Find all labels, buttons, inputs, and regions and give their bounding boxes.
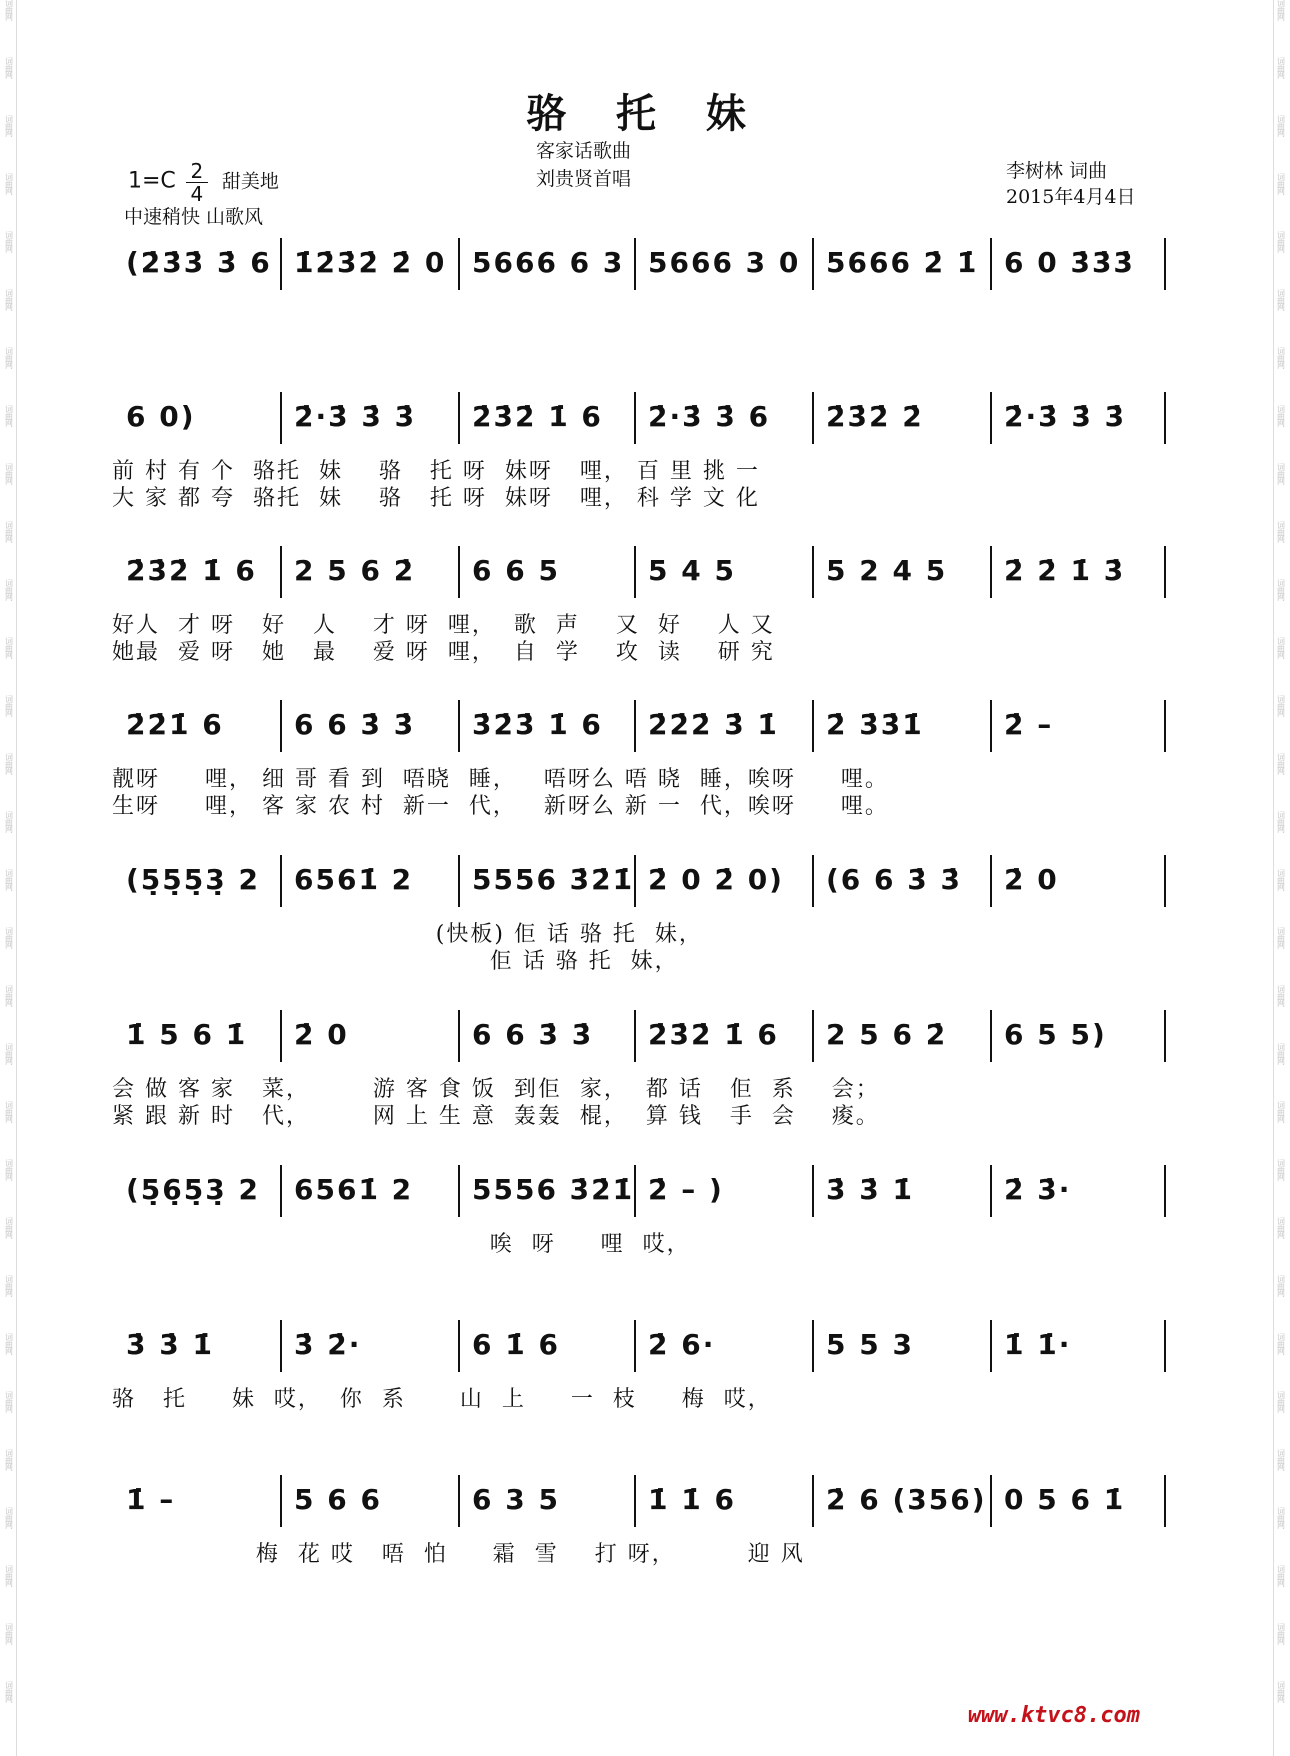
margin-mark: 词 曲 网: [1277, 1217, 1285, 1240]
margin-mark: 词 曲 网: [1277, 1681, 1285, 1704]
key-signature-block: [128, 160, 279, 205]
margin-mark: 词 曲 网: [5, 811, 13, 834]
measure: 5556 3̇2̇1̇: [472, 1173, 635, 1206]
margin-mark: 词 曲 网: [1277, 0, 1285, 22]
measure: 3̇2̇3̇ 1̇ 6: [472, 708, 603, 741]
expression-mark: 甜美地: [221, 170, 279, 193]
measure: 6561̇ 2: [294, 863, 414, 896]
margin-mark: 词 曲 网: [1277, 927, 1285, 950]
notation-system: [112, 700, 1178, 819]
measure: 2̇ 2̇ 1̇ 3̇: [1004, 554, 1126, 587]
measure: 0 5 6 1̇: [1004, 1483, 1126, 1516]
barline: [1164, 238, 1166, 290]
notation-row: [118, 546, 1178, 598]
barline: [634, 546, 636, 598]
measure: 6 3 5: [472, 1483, 560, 1516]
measure: 6 0 3̇3̇3̇: [1004, 246, 1135, 279]
barline: [1164, 1165, 1166, 1217]
margin-mark: 词 曲 网: [5, 637, 13, 660]
barline: [280, 700, 282, 752]
margin-mark: 词 曲 网: [5, 1333, 13, 1356]
margin-mark: 词 曲 网: [1277, 1623, 1285, 1646]
barline: [1164, 546, 1166, 598]
notation-row: [118, 1165, 1178, 1217]
margin-mark: 词 曲 网: [5, 57, 13, 80]
measure: 1̇2̇3̇2̇ 2̇ 0: [294, 246, 447, 279]
measure: 2̇ 0 2̇ 0): [648, 863, 784, 896]
margin-mark: 词 曲 网: [1277, 1449, 1285, 1472]
margin-mark: 词 曲 网: [5, 579, 13, 602]
notation-row: [118, 1320, 1178, 1372]
margin-mark: 词 曲 网: [1277, 231, 1285, 254]
barline: [458, 1010, 460, 1062]
margin-mark: 词 曲 网: [5, 347, 13, 370]
barline: [634, 392, 636, 444]
lyric-line: 会 做 客 家 菜， 游 客 食 饭 到佢 家， 都 话 佢 系 会；: [112, 1077, 880, 1102]
barline: [280, 1010, 282, 1062]
measure: (5̣5̣5̣3̣ 2: [126, 863, 260, 896]
barline: [1164, 700, 1166, 752]
barline: [458, 238, 460, 290]
measure: 5 4 5: [648, 554, 736, 587]
barline: [812, 392, 814, 444]
notation-system: [112, 1165, 1178, 1257]
notation-system: [112, 392, 1178, 511]
barline: [812, 1165, 814, 1217]
measure: 2̇·3̇ 3̇ 3̇: [294, 400, 417, 433]
lyric-line: 佢 话 骆 托 妹，: [112, 949, 679, 974]
composition-date: 2015年4月4日: [1006, 186, 1136, 208]
notation-system: [112, 1320, 1178, 1412]
margin-mark: 词 曲 网: [5, 231, 13, 254]
barline: [1164, 855, 1166, 907]
barline: [1164, 1320, 1166, 1372]
margin-mark: 词 曲 网: [5, 173, 13, 196]
time-bottom: 4: [190, 182, 204, 206]
lyric-line: 前 村 有 个 骆托 妹 骆 托 呀 妹呀 哩， 百 里 挑 一: [112, 459, 760, 484]
measure: 5666 6 3: [472, 246, 625, 279]
barline: [280, 546, 282, 598]
measure: 2̇ 6 (356): [826, 1483, 987, 1516]
measure: 5 6 6: [294, 1483, 382, 1516]
measure: (6 6 3̇ 3̇: [826, 863, 962, 896]
barline: [634, 700, 636, 752]
lyric-line: 梅 花 哎 唔 怕 霜 雪 打 呀， 迎 风: [112, 1542, 805, 1567]
barline: [458, 1475, 460, 1527]
lyric-line: 她最 爱 呀 她 最 爱 呀 哩， 自 学 攻 读 研 究: [112, 640, 775, 665]
measure: 2̇ 0: [1004, 863, 1059, 896]
margin-mark: 词 曲 网: [5, 753, 13, 776]
measure: 2̇3̇2̇ 1̇ 6: [472, 400, 603, 433]
barline: [812, 1010, 814, 1062]
margin-mark: 词 曲 网: [5, 115, 13, 138]
margin-mark: 词 曲 网: [5, 1043, 13, 1066]
barline: [280, 1165, 282, 1217]
measure: 2̇ 0: [294, 1018, 349, 1051]
margin-mark: 词 曲 网: [1277, 1101, 1285, 1124]
measure: (5̣6̣5̣3̣ 2: [126, 1173, 260, 1206]
margin-mark: 词 曲 网: [5, 521, 13, 544]
margin-mark: 词 曲 网: [5, 1159, 13, 1182]
barline: [1164, 392, 1166, 444]
barline: [458, 700, 460, 752]
measure: 2 5 6 2̇: [294, 554, 416, 587]
barline: [280, 392, 282, 444]
lyric-line: 好人 才 呀 好 人 才 呀 哩， 歌 声 又 好 人 又: [112, 613, 775, 638]
notation-row: [118, 1010, 1178, 1062]
notation-row: [118, 392, 1178, 444]
measure: 1̇ 5 6 1̇: [126, 1018, 248, 1051]
barline: [990, 1475, 992, 1527]
barline: [280, 1320, 282, 1372]
margin-mark: 词 曲 网: [1277, 1159, 1285, 1182]
margin-mark: 词 曲 网: [5, 405, 13, 428]
margin-mark: 词 曲 网: [5, 289, 13, 312]
margin-mark: 词 曲 网: [5, 1275, 13, 1298]
time-top: 2: [190, 159, 204, 183]
measure: 2̇3̇2̇ 1̇ 6: [648, 1018, 779, 1051]
notation-row: [118, 700, 1178, 752]
lyric-line: 骆 托 妹 哎， 你 系 山 上 一 枝 梅 哎，: [112, 1387, 772, 1412]
margin-mark: 词 曲 网: [1277, 115, 1285, 138]
measure: 6561̇ 2: [294, 1173, 414, 1206]
notation-row: [118, 855, 1178, 907]
margin-mark: 词 曲 网: [5, 1391, 13, 1414]
notation-row: [118, 1475, 1178, 1527]
margin-mark: 词 曲 网: [1277, 637, 1285, 660]
margin-mark: 词 曲 网: [5, 1449, 13, 1472]
lyric-line: 靓呀 哩， 细 哥 看 到 唔晓 睡， 唔呀么 唔 晓 睡，唉呀 哩。: [112, 767, 889, 792]
lyric-line: 紧 跟 新 时 代， 网 上 生 意 轰轰 棍， 算 钱 手 会 痠。: [112, 1104, 880, 1129]
notation-system: [118, 238, 1178, 290]
notation-system: [112, 1475, 1178, 1567]
barline: [812, 546, 814, 598]
measure: 6 1̇ 6: [472, 1328, 560, 1361]
barline: [990, 1010, 992, 1062]
margin-mark: 词 曲 网: [5, 463, 13, 486]
barline: [812, 700, 814, 752]
margin-mark: 词 曲 网: [5, 1565, 13, 1588]
measure: 3̇ 3̇ 1̇: [126, 1328, 214, 1361]
margin-mark: 词 曲 网: [5, 695, 13, 718]
margin-mark: 词 曲 网: [1277, 985, 1285, 1008]
measure: 6 0): [126, 400, 196, 433]
barline: [1164, 1475, 1166, 1527]
key-signature: 1=C: [128, 168, 176, 194]
barline: [458, 392, 460, 444]
measure: 2̇ 3̇3̇1̇: [826, 708, 924, 741]
measure: 2̇2̇2̇ 3̇ 1̇: [648, 708, 779, 741]
lyric-line: 唉 呀 哩 哎，: [112, 1232, 691, 1257]
left-margin-strip: [2, 0, 17, 1756]
margin-mark: 词 曲 网: [1277, 579, 1285, 602]
time-signature: [186, 160, 208, 205]
measure: 2 5 6 2̇: [826, 1018, 948, 1051]
margin-mark: 词 曲 网: [5, 869, 13, 892]
barline: [990, 1320, 992, 1372]
right-margin-strip: [1273, 0, 1288, 1756]
barline: [812, 855, 814, 907]
barline: [634, 1010, 636, 1062]
margin-mark: 词 曲 网: [1277, 521, 1285, 544]
song-title: 骆 托 妹: [526, 90, 764, 137]
measure: 6 6 5: [472, 554, 560, 587]
margin-mark: 词 曲 网: [1277, 695, 1285, 718]
margin-mark: 词 曲 网: [1277, 1507, 1285, 1530]
barline: [458, 855, 460, 907]
measure: 2̇ –: [1004, 708, 1054, 741]
barline: [990, 546, 992, 598]
measure: 2̇ 3̇·: [1004, 1173, 1072, 1206]
margin-mark: 词 曲 网: [5, 985, 13, 1008]
margin-mark: 词 曲 网: [1277, 869, 1285, 892]
measure: 1̇ –: [126, 1483, 176, 1516]
margin-mark: 词 曲 网: [1277, 811, 1285, 834]
measure: 2̇·3̇ 3̇ 6: [648, 400, 771, 433]
measure: 2̇ 6·: [648, 1328, 716, 1361]
barline: [458, 1320, 460, 1372]
measure: 1̇ 1̇·: [1004, 1328, 1072, 1361]
lyric-line: 生呀 哩， 客 家 农 村 新一 代， 新呀么 新 一 代，唉呀 哩。: [112, 794, 889, 819]
measure: 5666 3 0: [648, 246, 801, 279]
measure: 5 5 3: [826, 1328, 914, 1361]
margin-mark: 词 曲 网: [1277, 1565, 1285, 1588]
measure: 2̇·3̇ 3̇ 3̇: [1004, 400, 1127, 433]
barline: [280, 1475, 282, 1527]
performer: 刘贵贤首唱: [536, 168, 632, 190]
margin-mark: 词 曲 网: [5, 1507, 13, 1530]
margin-mark: 词 曲 网: [5, 1623, 13, 1646]
margin-mark: 词 曲 网: [5, 1101, 13, 1124]
barline: [280, 855, 282, 907]
margin-mark: 词 曲 网: [1277, 1043, 1285, 1066]
barline: [812, 1320, 814, 1372]
margin-mark: 词 曲 网: [5, 927, 13, 950]
margin-mark: 词 曲 网: [1277, 1333, 1285, 1356]
barline: [990, 392, 992, 444]
measure: 6 5 5): [1004, 1018, 1107, 1051]
measure: 6 6 3̇ 3̇: [294, 708, 416, 741]
margin-mark: 词 曲 网: [1277, 1275, 1285, 1298]
measure: 5 2 4 5: [826, 554, 948, 587]
song-genre: 客家话歌曲: [536, 140, 632, 162]
barline: [280, 238, 282, 290]
margin-mark: 词 曲 网: [1277, 405, 1285, 428]
barline: [990, 855, 992, 907]
lyric-line: (快板) 佢 话 骆 托 妹，: [112, 922, 703, 947]
lyric-line: 大 家 都 夸 骆托 妹 骆 托 呀 妹呀 哩， 科 学 文 化: [112, 486, 760, 511]
margin-mark: 词 曲 网: [1277, 463, 1285, 486]
measure: 3̇ 2̇·: [294, 1328, 362, 1361]
margin-mark: 词 曲 网: [1277, 1391, 1285, 1414]
measure: 2̇3̇2̇ 1̇ 6: [126, 554, 257, 587]
barline: [812, 238, 814, 290]
margin-mark: 词 曲 网: [1277, 57, 1285, 80]
measure: 3̇ 3̇ 1̇: [826, 1173, 914, 1206]
barline: [634, 238, 636, 290]
margin-mark: 词 曲 网: [1277, 173, 1285, 196]
barline: [990, 238, 992, 290]
measure: 2̇2̇1̇ 6: [126, 708, 224, 741]
margin-mark: 词 曲 网: [1277, 753, 1285, 776]
measure: 5556 3̇2̇1̇: [472, 863, 635, 896]
measure: 5666 2̇ 1̇: [826, 246, 979, 279]
barline: [990, 700, 992, 752]
margin-mark: 词 曲 网: [5, 1681, 13, 1704]
barline: [634, 1165, 636, 1217]
measure: 6 6 3̇ 3̇: [472, 1018, 594, 1051]
author-credit: 李树林 词曲: [1006, 160, 1108, 182]
measure: (2̇3̇3̇ 3̇ 6: [126, 246, 272, 279]
barline: [634, 855, 636, 907]
margin-mark: 词 曲 网: [5, 0, 13, 22]
barline: [1164, 1010, 1166, 1062]
barline: [812, 1475, 814, 1527]
measure: 1̇ 1̇ 6: [648, 1483, 736, 1516]
notation-system: [112, 1010, 1178, 1129]
tempo-mark: 中速稍快 山歌风: [124, 206, 264, 228]
notation-system: [112, 546, 1178, 665]
barline: [634, 1320, 636, 1372]
barline: [634, 1475, 636, 1527]
barline: [458, 1165, 460, 1217]
measure: 2̇ – ): [648, 1173, 724, 1206]
margin-mark: 词 曲 网: [5, 1217, 13, 1240]
site-watermark: www.ktvc8.com: [967, 1703, 1140, 1728]
barline: [458, 546, 460, 598]
measure: 2̇3̇2̇ 2̇: [826, 400, 924, 433]
barline: [990, 1165, 992, 1217]
notation-row: [118, 238, 1178, 290]
margin-mark: 词 曲 网: [1277, 289, 1285, 312]
notation-system: [112, 855, 1178, 974]
margin-mark: 词 曲 网: [1277, 347, 1285, 370]
